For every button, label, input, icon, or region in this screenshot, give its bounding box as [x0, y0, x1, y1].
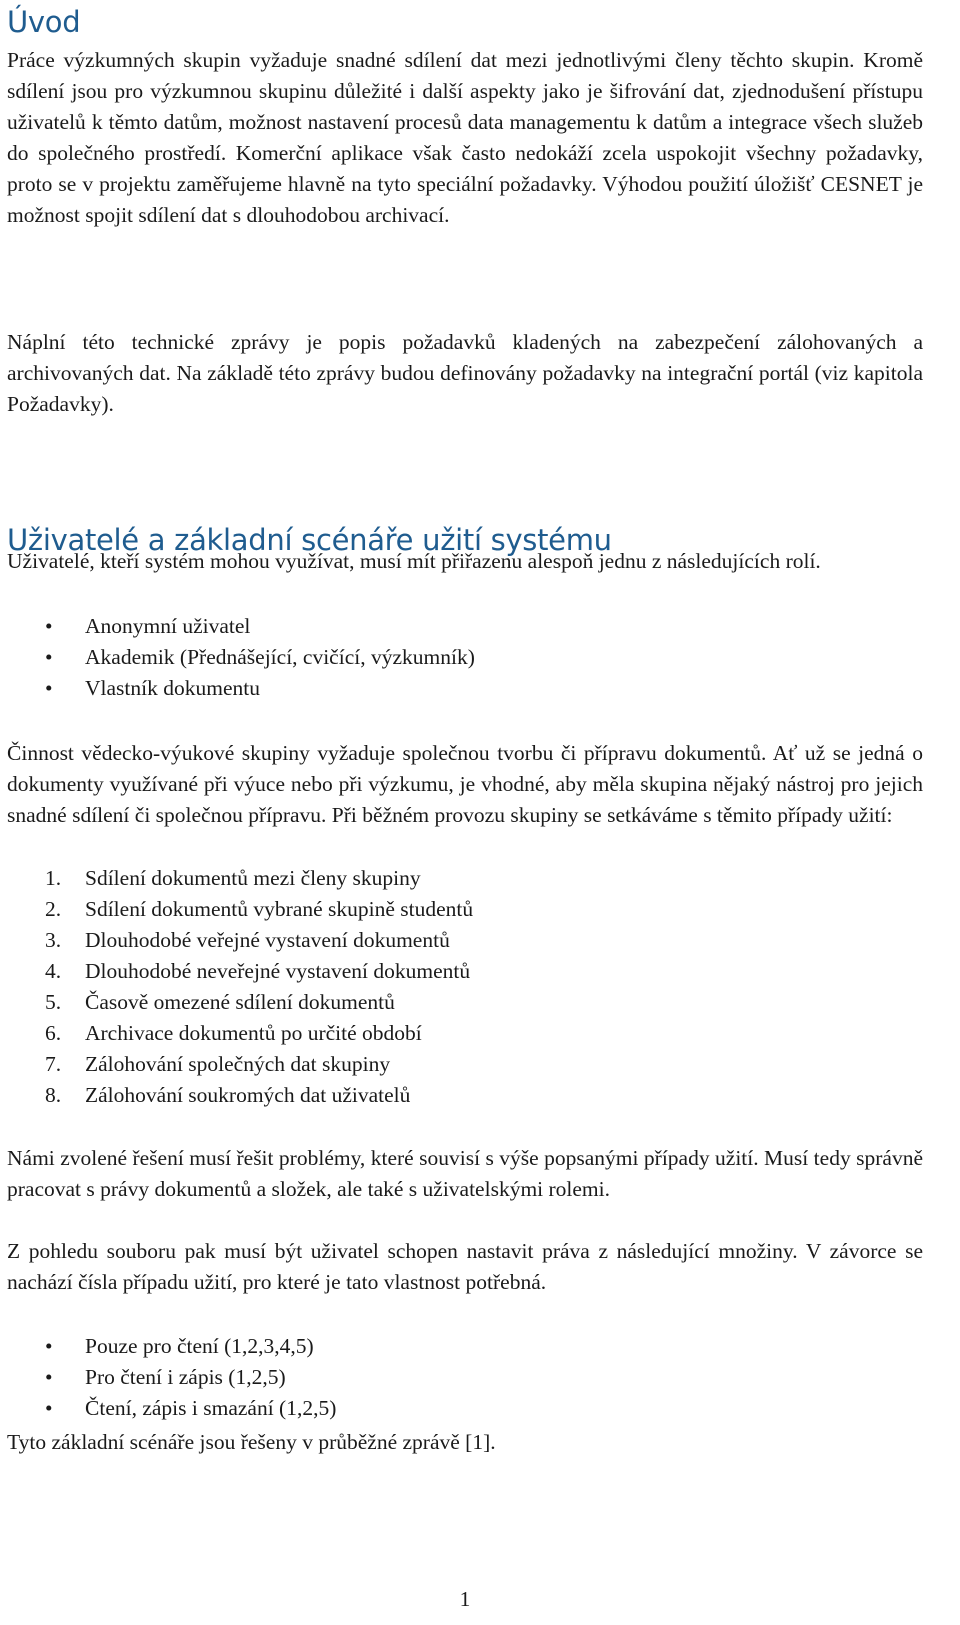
section-heading-users: Uživatelé a základní scénáře užití systému: [7, 523, 612, 557]
list-item: • Akademik (Přednášející, cvičící, výzkumník): [7, 642, 923, 673]
list-item: 6. Archivace dokumentů po určité období: [45, 1021, 422, 1045]
bullet-icon: •: [45, 676, 53, 700]
list-item: • Anonymní uživatel: [7, 611, 923, 642]
bullet-icon: •: [45, 1396, 53, 1420]
users-paragraph-2: Činnost vědecko-výukové skupiny vyžaduje společnou tvorbu či přípravu dokumentů. Ať už se jedná o dokumenty využívané při výuce nebo při výzkumu, je vhodné, aby měla skupina nějaký nástroj pro jejich snadné sdílení či společnou přípravu. Při běžném provozu skupiny se setkáváme s těmito případy užití:: [7, 741, 923, 827]
users-paragraph-1: Uživatelé, kteří systém mohou využívat, musí mít přiřazenu alespoň jednu z následujících rolí.: [7, 549, 821, 573]
users-paragraph-3: Námi zvolené řešení musí řešit problémy, které souvisí s výše popsanými případy užití. Musí tedy správně pracovat s právy dokumentů a složek, ale také s uživatelskými rolemi.: [7, 1146, 923, 1201]
list-item: 2. Sdílení dokumentů vybrané skupině studentů: [45, 897, 474, 921]
list-item: • Pouze pro čtení (1,2,3,4,5): [7, 1331, 923, 1362]
use-cases-list-block: [7, 863, 923, 1111]
intro-paragraph-1: Práce výzkumných skupin vyžaduje snadné sdílení dat mezi jednotlivými členy těchto skupin. Kromě sdílení jsou pro výzkumnou skupinu důležité i další aspekty jako je šifrování dat, zjednodušení přístupu uživatelů k těmto datům, možnost nastavení procesů data managementu k datům a integrace všech služeb do společného prostředí. Komerční aplikace však často nedokáží zcela uspokojit všechny požadavky, proto se v projektu zaměřujeme hlavně na tyto speciální požadavky. Výhodou použití úložišť CESNET je možnost spojit sdílení dat s dlouhodobou archivací.: [7, 48, 923, 227]
intro-paragraph-1-block: [7, 45, 923, 231]
users-paragraph-4-block: [7, 1236, 923, 1298]
list-item: 5. Časově omezené sdílení dokumentů: [45, 990, 395, 1014]
list-item: 3. Dlouhodobé veřejné vystavení dokumentů: [45, 928, 450, 952]
bullet-icon: •: [45, 645, 53, 669]
page-number: 1: [459, 1587, 471, 1611]
bullet-icon: •: [45, 1334, 53, 1358]
intro-paragraph-2: Náplní této technické zprávy je popis požadavků kladených na zabezpečení zálohovaných a archivovaných dat. Na základě této zprávy budou definovány požadavky na integrační portál (viz kapitola Požadavky).: [7, 330, 923, 416]
list-item: • Pro čtení i zápis (1,2,5): [7, 1362, 923, 1393]
list-item: • Vlastník dokumentu: [7, 673, 923, 704]
users-paragraph-5-block: [7, 1427, 923, 1458]
bullet-icon: •: [45, 1365, 53, 1389]
list-item: • Čtení, zápis i smazání (1,2,5): [7, 1393, 923, 1424]
users-paragraph-3-block: [7, 1143, 923, 1205]
list-item: 1. Sdílení dokumentů mezi členy skupiny: [45, 866, 421, 890]
permissions-list: [7, 1331, 923, 1424]
section-heading-intro: Úvod: [7, 5, 81, 39]
list-item: 7. Zálohování společných dat skupiny: [45, 1052, 391, 1076]
roles-list-block: [7, 611, 923, 704]
list-item: 8. Zálohování soukromých dat uživatelů: [45, 1083, 411, 1107]
users-paragraph-5: Tyto základní scénáře jsou řešeny v průběžné zprávě [1].: [7, 1430, 496, 1454]
users-paragraph-1-block: [7, 546, 923, 577]
list-item: 4. Dlouhodobé neveřejné vystavení dokumentů: [45, 959, 471, 983]
intro-paragraph-2-block: [7, 327, 923, 420]
use-cases-list: [7, 863, 923, 1111]
bullet-icon: •: [45, 614, 53, 638]
permissions-list-block: [7, 1331, 923, 1424]
users-paragraph-4: Z pohledu souboru pak musí být uživatel schopen nastavit práva z následující množiny. V závorce se nachází čísla případu užití, pro které je tato vlastnost potřebná.: [7, 1239, 923, 1294]
roles-list: [7, 611, 923, 704]
users-paragraph-2-block: [7, 738, 923, 831]
